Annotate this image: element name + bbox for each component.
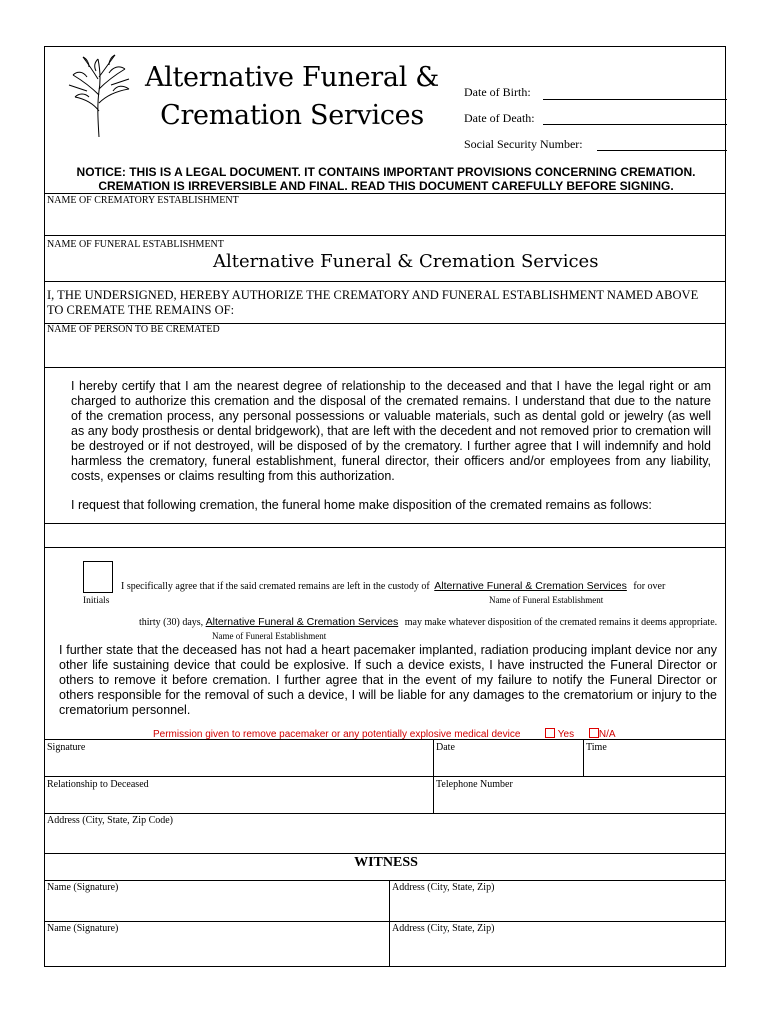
establishment-name-2[interactable]: Alternative Funeral & Cremation Services	[205, 616, 399, 628]
org-title-line2: Cremation Services	[160, 100, 424, 131]
authorize-line2: TO CREMATE THE REMAINS OF:	[47, 303, 235, 317]
yes-label: Yes	[557, 729, 575, 740]
divider	[45, 739, 725, 740]
disposition-request: I request that following cremation, the funeral home make disposition of the cremated remains as follows:	[71, 498, 652, 512]
certification-paragraph: I hereby certify that I am the nearest degree of relationship to the deceased and that I have the legal right or am charged to authorize this cremation and the disposal of the cremated remains. I understand that due to the nature of the cremation process, any personal possessions or valuable materials, such as dental gold or jewelry (as well as any body prosthesis or dental bridgework), that are left with the decedent and not removed prior to cremation will be destroyed or if not destroyed, will be disposed of by the crematory. I further agree that I will indemnify and hold harmless the crematory, funeral establishment, funeral director, their officers and/or employees from any liability, costs, expenses or claims resulting from this authorization.	[71, 379, 711, 483]
person-to-be-cremated-label: NAME OF PERSON TO BE CREMATED	[47, 324, 220, 335]
establishment-caption: Name of Funeral Establishment	[489, 595, 604, 605]
time-label: Time	[586, 742, 607, 753]
date-of-birth-field[interactable]	[543, 99, 727, 100]
cremation-authorization-form	[44, 46, 726, 967]
na-checkbox[interactable]	[589, 728, 599, 738]
divider	[45, 235, 725, 236]
divider	[45, 853, 725, 854]
initials-box[interactable]	[83, 561, 113, 593]
witness-address2-label: Address (City, State, Zip)	[392, 923, 495, 934]
signature-label: Signature	[47, 742, 86, 753]
divider	[389, 880, 390, 967]
custody-agreement	[121, 580, 665, 592]
relationship-label: Relationship to Deceased	[47, 779, 149, 790]
yes-checkbox[interactable]	[545, 728, 555, 738]
divider	[45, 367, 725, 368]
na-label: N/A	[598, 729, 616, 740]
establishment-caption-2: Name of Funeral Establishment	[212, 631, 327, 641]
ssn-label: Social Security Number:	[464, 137, 583, 151]
for-over-text: for over	[633, 581, 666, 592]
plant-sprig-icon	[63, 51, 135, 139]
thirty-days-clause	[139, 616, 717, 628]
divider	[45, 193, 725, 194]
org-title-line1: Alternative Funeral &	[144, 62, 440, 93]
authorize-line1: I, THE UNDERSIGNED, HEREBY AUTHORIZE THE CREMATORY AND FUNERAL ESTABLISHMENT NAMED ABOVE	[47, 288, 699, 302]
funeral-establishment-label: NAME OF FUNERAL ESTABLISHMENT	[47, 239, 224, 250]
address-field[interactable]	[45, 827, 727, 851]
address-label: Address (City, State, Zip Code)	[47, 815, 174, 826]
divider	[45, 547, 725, 548]
legal-notice	[45, 165, 727, 193]
notice-line2: CREMATION IS IRREVERSIBLE AND FINAL. READ THIS DOCUMENT CAREFULLY BEFORE SIGNING.	[98, 179, 674, 193]
date-label: Date	[436, 742, 455, 753]
witness-name2-label: Name (Signature)	[47, 923, 119, 934]
date-of-death-label: Date of Death:	[464, 111, 535, 125]
witness-address1-label: Address (City, State, Zip)	[392, 882, 495, 893]
divider	[45, 921, 725, 922]
thirty-days-text: thirty (30) days,	[139, 617, 204, 628]
permission-text: Permission given to remove pacemaker or any potentially explosive medical device	[153, 729, 521, 740]
custody-agreement-text: I specifically agree that if the said cremated remains are left in the custody of	[121, 581, 430, 592]
date-of-death-field[interactable]	[543, 124, 727, 125]
date-of-birth-label: Date of Birth:	[464, 85, 531, 99]
ssn-field[interactable]	[597, 150, 727, 151]
witness-name1-label: Name (Signature)	[47, 882, 119, 893]
crematory-field[interactable]	[45, 207, 727, 233]
notice-line1: NOTICE: THIS IS A LEGAL DOCUMENT. IT CONTAINS IMPORTANT PROVISIONS CONCERNING CREMATION.	[76, 165, 696, 179]
org-title	[137, 59, 447, 135]
pacemaker-paragraph: I further state that the deceased has not had a heart pacemaker implanted, radiation producing implant device nor any other life sustaining device that could be explosive. If such a device exists, I have instructed the Funeral Director or others to remove it before cremation. I further agree that in the event of my failure to notify the Funeral Director or others responsible for the removal of such a device, I will be liable for any damages to the crematorium or injury to the crematorium personnel.	[59, 643, 717, 717]
person-to-be-cremated-field[interactable]	[45, 337, 727, 365]
disposition-field[interactable]	[45, 524, 727, 546]
establishment-name[interactable]: Alternative Funeral & Cremation Services	[434, 580, 627, 592]
divider	[45, 776, 725, 777]
divider	[45, 813, 725, 814]
initials-label: Initials	[83, 596, 110, 606]
telephone-label: Telephone Number	[436, 779, 513, 790]
divider	[45, 281, 725, 282]
divider	[45, 880, 725, 881]
funeral-establishment-field[interactable]: Alternative Funeral & Cremation Services	[213, 251, 599, 272]
signature-field[interactable]	[45, 753, 431, 775]
crematory-label: NAME OF CREMATORY ESTABLISHMENT	[47, 195, 239, 206]
authorize-text	[47, 288, 698, 318]
witness-title: WITNESS	[354, 855, 418, 870]
divider	[583, 739, 584, 776]
may-make-text: may make whatever disposition of the cremated remains it deems appropriate.	[404, 617, 718, 628]
